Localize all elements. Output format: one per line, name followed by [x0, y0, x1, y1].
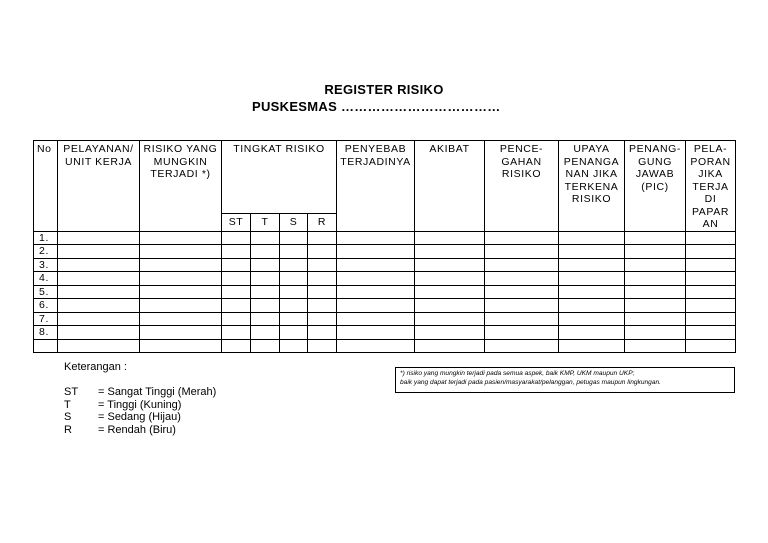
- table-cell: [686, 272, 736, 286]
- table-cell: [58, 258, 140, 272]
- table-cell: [140, 272, 222, 286]
- table-cell: [559, 339, 625, 352]
- header-t: T: [251, 213, 280, 231]
- table-cell: [337, 339, 415, 352]
- table-row: [34, 258, 736, 272]
- table-cell: [625, 245, 686, 259]
- footnote-line-1: *) risiko yang mungkin terjadi pada semua aspek, baik KMP, UKM maupun UKP;: [400, 370, 635, 377]
- table-cell: [686, 312, 736, 326]
- table-cell: [625, 339, 686, 352]
- row-number: 3.: [34, 258, 58, 272]
- header-risiko: RISIKO YANG MUNGKIN TERJADI *): [140, 141, 222, 232]
- table-cell: [280, 326, 308, 340]
- table-body: [34, 231, 736, 352]
- table-cell: [251, 245, 280, 259]
- legend-desc: = Sangat Tinggi (Merah): [98, 386, 217, 398]
- table-cell: [415, 231, 485, 245]
- table-cell: [415, 245, 485, 259]
- table-cell: [686, 339, 736, 352]
- table-cell: [280, 299, 308, 313]
- table-row: [34, 312, 736, 326]
- legend-desc: = Sedang (Hijau): [98, 411, 181, 423]
- table-cell: [625, 326, 686, 340]
- table-cell: [222, 285, 251, 299]
- row-number: 6.: [34, 299, 58, 313]
- header-pelayanan: PELAYANAN/ UNIT KERJA: [58, 141, 140, 232]
- risk-register-table: [33, 140, 736, 353]
- table-cell: [308, 312, 337, 326]
- table-cell: [485, 231, 559, 245]
- table-cell: [251, 299, 280, 313]
- table-cell: [485, 312, 559, 326]
- row-number: 2.: [34, 245, 58, 259]
- table-cell: [559, 285, 625, 299]
- table-cell: [140, 326, 222, 340]
- table-cell: [58, 272, 140, 286]
- table-cell: [308, 339, 337, 352]
- table-cell: [222, 258, 251, 272]
- row-number: 8.: [34, 326, 58, 340]
- table-cell: [686, 285, 736, 299]
- table-cell: [337, 272, 415, 286]
- table-cell: [308, 258, 337, 272]
- table-cell: [337, 245, 415, 259]
- table-cell: [415, 258, 485, 272]
- table-cell: [251, 339, 280, 352]
- table-cell: [337, 299, 415, 313]
- table-cell: [222, 312, 251, 326]
- table-cell: [140, 312, 222, 326]
- table-cell: [337, 258, 415, 272]
- legend-item: [64, 424, 216, 437]
- table-cell: [625, 312, 686, 326]
- table-cell: [415, 285, 485, 299]
- table-row: [34, 299, 736, 313]
- table-cell: [222, 272, 251, 286]
- legend-list: [64, 386, 216, 436]
- table-cell: [280, 231, 308, 245]
- table-cell: [251, 258, 280, 272]
- table-cell: [308, 272, 337, 286]
- table-cell: [686, 326, 736, 340]
- table-cell: [485, 272, 559, 286]
- table-row: [34, 231, 736, 245]
- table-cell: [222, 231, 251, 245]
- table-cell: [140, 339, 222, 352]
- legend-item: [64, 399, 216, 412]
- header-penyebab: PENYEBAB TERJADINYA: [337, 141, 415, 232]
- table-cell: [337, 326, 415, 340]
- table-cell: [308, 245, 337, 259]
- table-cell: [559, 258, 625, 272]
- table-cell: [140, 258, 222, 272]
- header-pelaporan: PELA- PORAN JIKA TERJA DI PAPAR AN: [686, 141, 736, 232]
- table-cell: [559, 272, 625, 286]
- table-cell: [415, 326, 485, 340]
- table-row: [34, 272, 736, 286]
- legend-item: [64, 411, 216, 424]
- table-cell: [280, 272, 308, 286]
- header-tingkat-risiko: TINGKAT RISIKO: [222, 141, 337, 214]
- table-cell: [58, 312, 140, 326]
- row-number: 7.: [34, 312, 58, 326]
- table-cell: [140, 285, 222, 299]
- table-cell: [58, 285, 140, 299]
- header-r: R: [308, 213, 337, 231]
- table-cell: [280, 285, 308, 299]
- table-cell: [251, 231, 280, 245]
- table-cell: [222, 299, 251, 313]
- keterangan-title: Keterangan :: [64, 361, 127, 373]
- document-title: REGISTER RISIKO: [324, 82, 444, 97]
- row-number: 4.: [34, 272, 58, 286]
- header-pencegahan: PENCE- GAHAN RISIKO: [485, 141, 559, 232]
- table-cell: [308, 299, 337, 313]
- table-row: [34, 245, 736, 259]
- table-cell: [559, 231, 625, 245]
- table-cell: [308, 285, 337, 299]
- table-cell: [415, 272, 485, 286]
- table-cell: [280, 312, 308, 326]
- table-cell: [559, 312, 625, 326]
- table-cell: [415, 299, 485, 313]
- table-cell: [280, 245, 308, 259]
- table-cell: [485, 339, 559, 352]
- table-cell: [222, 339, 251, 352]
- table-cell: [251, 272, 280, 286]
- table-cell: [222, 326, 251, 340]
- table-cell: [686, 258, 736, 272]
- table-cell: [58, 299, 140, 313]
- header-upaya: UPAYA PENANGA NAN JIKA TERKENA RISIKO: [559, 141, 625, 232]
- table-cell: [559, 326, 625, 340]
- header-st: ST: [222, 213, 251, 231]
- table-cell: [251, 312, 280, 326]
- table-cell: [625, 258, 686, 272]
- table-cell: [559, 245, 625, 259]
- table-cell: [415, 339, 485, 352]
- row-number: 1.: [34, 231, 58, 245]
- table-cell: [58, 339, 140, 352]
- table-cell: [559, 299, 625, 313]
- legend-code: R: [64, 423, 72, 436]
- table-cell: [251, 285, 280, 299]
- table-cell: [251, 326, 280, 340]
- footnote-line-2: baik yang dapat terjadi pada pasien/masyarakat/pelanggan, petugas maupun lingkungan.: [400, 378, 662, 386]
- table-row: [34, 326, 736, 340]
- table-cell: [625, 231, 686, 245]
- table-cell: [140, 299, 222, 313]
- document-subtitle: PUSKESMAS ………………………………: [252, 99, 501, 114]
- legend-desc: = Tinggi (Kuning): [98, 398, 182, 411]
- header-akibat: AKIBAT: [415, 141, 485, 232]
- table-cell: [222, 245, 251, 259]
- table-cell: [686, 245, 736, 259]
- row-number: [34, 339, 58, 352]
- legend-item: [64, 386, 216, 399]
- table-cell: [58, 231, 140, 245]
- table-cell: [485, 258, 559, 272]
- row-number: 5.: [34, 285, 58, 299]
- table-cell: [308, 231, 337, 245]
- legend-code: S: [64, 411, 72, 423]
- table-cell: [140, 231, 222, 245]
- table-cell: [308, 326, 337, 340]
- table-cell: [140, 245, 222, 259]
- legend-code: ST: [64, 386, 79, 398]
- table-cell: [337, 285, 415, 299]
- table-cell: [58, 245, 140, 259]
- table-cell: [337, 231, 415, 245]
- table-cell: [485, 245, 559, 259]
- table-row: [34, 285, 736, 299]
- header-no: No: [34, 141, 58, 232]
- table-cell: [625, 272, 686, 286]
- legend-code: T: [64, 398, 71, 411]
- table-cell: [280, 339, 308, 352]
- table-row: [34, 339, 736, 352]
- table-cell: [280, 258, 308, 272]
- footnote-box: [395, 367, 735, 393]
- header-pic: PENANG- GUNG JAWAB (PIC): [625, 141, 686, 232]
- table-cell: [686, 299, 736, 313]
- table-cell: [485, 326, 559, 340]
- table-cell: [415, 312, 485, 326]
- table-cell: [625, 285, 686, 299]
- table-cell: [337, 312, 415, 326]
- legend-desc: = Rendah (Biru): [98, 423, 176, 436]
- table-cell: [58, 326, 140, 340]
- table-cell: [686, 231, 736, 245]
- header-s: S: [280, 213, 308, 231]
- table-cell: [625, 299, 686, 313]
- table-cell: [485, 299, 559, 313]
- table-cell: [485, 285, 559, 299]
